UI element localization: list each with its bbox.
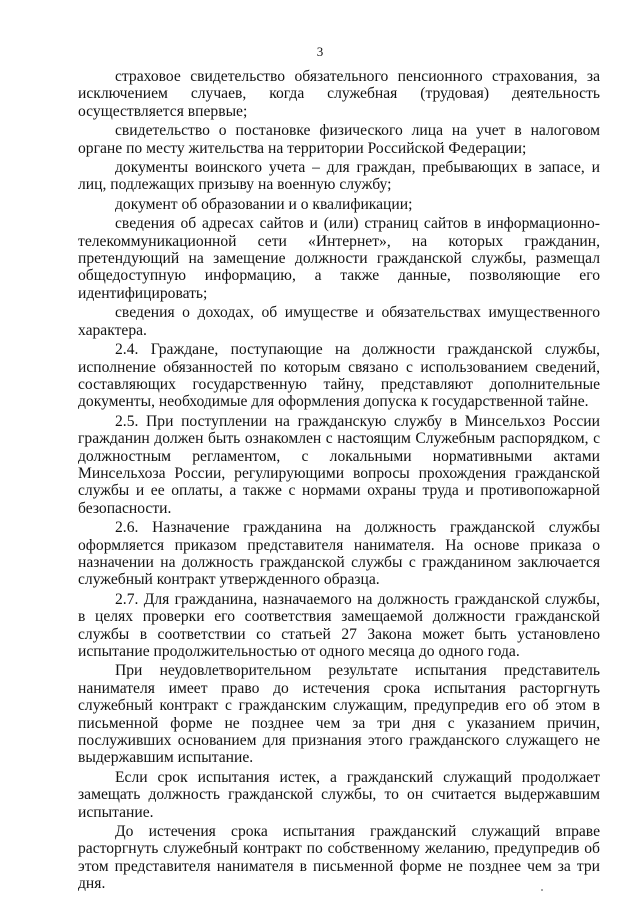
paragraph: документы воинского учета – для граждан, пребывающих в запасе, и лиц, подлежащих призыву на военную службу; <box>78 159 600 194</box>
paragraph: сведения об адресах сайтов и (или) страниц сайтов в информационно-телекоммуникационной сети «Интернет», на которых гражданин, претендующий на замещение должности гражданской службы, размещал общедоступную информацию, а также данные, позволяющие его идентифицировать; <box>78 215 600 302</box>
paragraph: 2.5. При поступлении на гражданскую службу в Минсельхоз России гражданин должен быть ознакомлен с настоящим Служебным распорядком, с должностным регламентом, с локальными нормативными актами Минсельхоза России, регулирующими вопросы прохождения гражданской службы и ее оплаты, а также с нормами охраны труда и противопожарной безопасности. <box>78 412 600 517</box>
paragraph: сведения о доходах, об имуществе и обязательствах имущественного характера. <box>78 304 600 339</box>
paragraph: документ об образовании и о квалификации; <box>115 195 413 213</box>
paragraph: страховое свидетельство обязательного пенсионного страхования, за исключением случаев, когда служебная (трудовая) деятельность осуществляется впервые; <box>78 68 600 120</box>
paragraph: 2.4. Граждане, поступающие на должности гражданской службы, исполнение обязанностей по которым связано с использованием сведений, составляющих государственную тайну, представляют дополнительные документы, необходимые для оформления допуска к государственной тайне. <box>78 341 600 411</box>
paragraph: 2.6. Назначение гражданина на должность гражданской службы оформляется приказом представителя нанимателя. На основе приказа о назначении на должность гражданской службы с гражданином заключается служебный контракт утвержденного образца. <box>78 519 600 589</box>
paragraph: До истечения срока испытания гражданский служащий вправе расторгнуть служебный контракт по собственному желанию, предупредив об этом представителя нанимателя в письменной форме не позднее чем за три дня. <box>78 823 600 893</box>
paragraph: Если срок испытания истек, а гражданский служащий продолжает замещать должность гражданской службы, то он считается выдержавшим испытание. <box>78 768 600 821</box>
paragraph: При неудовлетворительном результате испытания представитель нанимателя имеет право до истечения срока испытания расторгнуть служебный контракт с гражданским служащим, предупредив его об этом в письменной форме не позднее чем за три дня с указанием причин, послуживших основанием для признания этого гражданского служащего не выдержавшим испытание. <box>78 662 600 767</box>
paragraph: 2.7. Для гражданина, назначаемого на должность гражданской службы, в целях проверки его соответствия замещаемой должности гражданской службы в соответствии со статьей 27 Закона может быть установлено испытание продолжительностью от одного месяца до одного года. <box>78 590 600 660</box>
document-body <box>78 68 600 893</box>
scan-speck <box>541 889 543 891</box>
page-number: 3 <box>316 44 324 59</box>
paragraph: свидетельство о постановке физического лица на учет в налоговом органе по месту жительства на территории Российской Федерации; <box>78 122 600 157</box>
